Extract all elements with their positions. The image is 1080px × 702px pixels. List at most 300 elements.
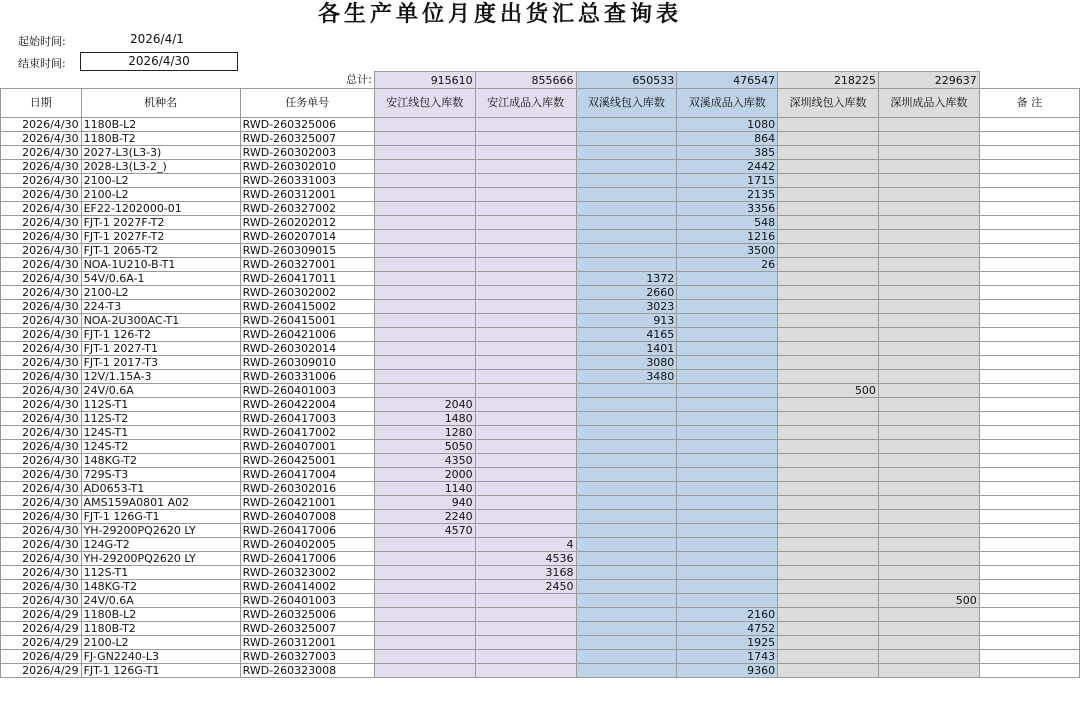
cell-shuangxi-pack[interactable] [576,650,677,664]
cell-shenzhen-product[interactable] [878,356,979,370]
cell-shuangxi-product[interactable]: 1080 [677,118,778,132]
cell-shuangxi-pack[interactable] [576,188,677,202]
cell-date[interactable]: 2026/4/30 [1,356,82,370]
cell-note[interactable] [979,440,1079,454]
cell-date[interactable]: 2026/4/30 [1,202,82,216]
cell-shuangxi-pack[interactable]: 3080 [576,356,677,370]
cell-shenzhen-product[interactable] [878,132,979,146]
cell-shuangxi-product[interactable]: 2442 [677,160,778,174]
cell-model[interactable]: 148KG-T2 [81,454,240,468]
cell-model[interactable]: EF22-1202000-01 [81,202,240,216]
cell-anjiang-product[interactable] [475,272,576,286]
cell-anjiang-pack[interactable] [374,174,475,188]
cell-anjiang-product[interactable] [475,230,576,244]
cell-shenzhen-pack[interactable] [778,286,879,300]
cell-anjiang-pack[interactable] [374,552,475,566]
cell-anjiang-pack[interactable] [374,300,475,314]
cell-task[interactable]: RWD-260407001 [240,440,374,454]
cell-shenzhen-pack[interactable] [778,202,879,216]
cell-shenzhen-pack[interactable] [778,454,879,468]
cell-anjiang-product[interactable] [475,440,576,454]
cell-shenzhen-product[interactable] [878,188,979,202]
cell-shenzhen-pack[interactable] [778,538,879,552]
cell-task[interactable]: RWD-260309010 [240,356,374,370]
cell-shenzhen-pack[interactable] [778,510,879,524]
cell-shenzhen-pack[interactable] [778,160,879,174]
cell-anjiang-product[interactable] [475,636,576,650]
cell-anjiang-product[interactable] [475,258,576,272]
cell-model[interactable]: 2100-L2 [81,286,240,300]
cell-shuangxi-pack[interactable] [576,496,677,510]
cell-date[interactable]: 2026/4/30 [1,216,82,230]
cell-note[interactable] [979,510,1079,524]
cell-date[interactable]: 2026/4/30 [1,510,82,524]
cell-date[interactable]: 2026/4/29 [1,608,82,622]
cell-note[interactable] [979,482,1079,496]
cell-anjiang-pack[interactable] [374,202,475,216]
cell-shenzhen-product[interactable] [878,258,979,272]
cell-anjiang-product[interactable] [475,132,576,146]
cell-note[interactable] [979,272,1079,286]
cell-shenzhen-product[interactable] [878,384,979,398]
cell-date[interactable]: 2026/4/30 [1,454,82,468]
cell-shenzhen-pack[interactable] [778,230,879,244]
cell-anjiang-pack[interactable]: 1280 [374,426,475,440]
cell-model[interactable]: 112S-T1 [81,398,240,412]
cell-model[interactable]: 54V/0.6A-1 [81,272,240,286]
cell-model[interactable]: 224-T3 [81,300,240,314]
cell-shuangxi-product[interactable] [677,482,778,496]
cell-shenzhen-pack[interactable] [778,300,879,314]
cell-anjiang-product[interactable] [475,314,576,328]
end-time-field[interactable] [80,52,238,71]
cell-task[interactable]: RWD-260312001 [240,636,374,650]
cell-date[interactable]: 2026/4/30 [1,118,82,132]
cell-task[interactable]: RWD-260401003 [240,384,374,398]
cell-anjiang-product[interactable]: 3168 [475,566,576,580]
cell-note[interactable] [979,636,1079,650]
cell-shenzhen-product[interactable] [878,146,979,160]
cell-date[interactable]: 2026/4/29 [1,664,82,678]
cell-note[interactable] [979,650,1079,664]
cell-shenzhen-product[interactable] [878,664,979,678]
cell-shuangxi-pack[interactable] [576,622,677,636]
cell-note[interactable] [979,468,1079,482]
cell-shuangxi-product[interactable] [677,440,778,454]
cell-shenzhen-product[interactable] [878,538,979,552]
cell-anjiang-product[interactable] [475,454,576,468]
cell-model[interactable]: AD0653-T1 [81,482,240,496]
cell-shenzhen-product[interactable] [878,286,979,300]
cell-shenzhen-product[interactable] [878,524,979,538]
cell-shuangxi-product[interactable] [677,454,778,468]
cell-shenzhen-pack[interactable] [778,258,879,272]
cell-task[interactable]: RWD-260417006 [240,524,374,538]
cell-task[interactable]: RWD-260327002 [240,202,374,216]
cell-task[interactable]: RWD-260422004 [240,398,374,412]
cell-date[interactable]: 2026/4/30 [1,272,82,286]
cell-anjiang-pack[interactable] [374,538,475,552]
cell-shenzhen-product[interactable] [878,482,979,496]
col-header-note[interactable]: 备 注 [979,89,1079,118]
cell-shuangxi-product[interactable]: 2160 [677,608,778,622]
cell-anjiang-pack[interactable]: 2040 [374,398,475,412]
cell-model[interactable]: NOA-1U210-B-T1 [81,258,240,272]
col-header-anjiang-product[interactable]: 安江成品入库数 [475,89,576,118]
cell-model[interactable]: FJT-1 2027-T1 [81,342,240,356]
cell-anjiang-pack[interactable] [374,286,475,300]
cell-anjiang-pack[interactable]: 1480 [374,412,475,426]
cell-shuangxi-product[interactable]: 9360 [677,664,778,678]
cell-shuangxi-product[interactable] [677,580,778,594]
cell-task[interactable]: RWD-260325006 [240,608,374,622]
cell-task[interactable]: RWD-260407008 [240,510,374,524]
cell-task[interactable]: RWD-260312001 [240,188,374,202]
cell-anjiang-pack[interactable] [374,328,475,342]
cell-note[interactable] [979,244,1079,258]
cell-note[interactable] [979,580,1079,594]
cell-shenzhen-pack[interactable] [778,356,879,370]
cell-note[interactable] [979,664,1079,678]
cell-shuangxi-product[interactable]: 1715 [677,174,778,188]
cell-model[interactable]: FJT-1 126-T2 [81,328,240,342]
cell-anjiang-pack[interactable] [374,384,475,398]
cell-shuangxi-pack[interactable]: 4165 [576,328,677,342]
cell-shuangxi-product[interactable] [677,552,778,566]
cell-shuangxi-pack[interactable] [576,398,677,412]
cell-task[interactable]: RWD-260421001 [240,496,374,510]
cell-shenzhen-product[interactable] [878,272,979,286]
cell-model[interactable]: 124G-T2 [81,538,240,552]
cell-anjiang-pack[interactable] [374,188,475,202]
cell-shenzhen-product[interactable] [878,244,979,258]
cell-task[interactable]: RWD-260325006 [240,118,374,132]
cell-anjiang-product[interactable] [475,328,576,342]
cell-model[interactable]: 124S-T1 [81,426,240,440]
cell-shuangxi-product[interactable] [677,510,778,524]
cell-note[interactable] [979,426,1079,440]
cell-shuangxi-pack[interactable] [576,608,677,622]
cell-shenzhen-pack[interactable] [778,118,879,132]
cell-note[interactable] [979,412,1079,426]
cell-shenzhen-product[interactable] [878,202,979,216]
cell-shuangxi-product[interactable] [677,496,778,510]
cell-shenzhen-product[interactable] [878,454,979,468]
cell-date[interactable]: 2026/4/30 [1,244,82,258]
cell-anjiang-product[interactable] [475,608,576,622]
cell-shenzhen-product[interactable] [878,566,979,580]
cell-shuangxi-pack[interactable] [576,524,677,538]
cell-note[interactable] [979,118,1079,132]
cell-shenzhen-product[interactable] [878,342,979,356]
cell-model[interactable]: FJT-1 2065-T2 [81,244,240,258]
cell-anjiang-product[interactable] [475,510,576,524]
cell-note[interactable] [979,328,1079,342]
cell-note[interactable] [979,230,1079,244]
cell-shuangxi-pack[interactable]: 1401 [576,342,677,356]
cell-shuangxi-product[interactable]: 548 [677,216,778,230]
cell-shuangxi-product[interactable] [677,342,778,356]
cell-date[interactable]: 2026/4/30 [1,412,82,426]
cell-model[interactable]: 1180B-L2 [81,118,240,132]
cell-model[interactable]: 148KG-T2 [81,580,240,594]
cell-shuangxi-product[interactable]: 1743 [677,650,778,664]
cell-shuangxi-product[interactable] [677,384,778,398]
cell-shuangxi-pack[interactable]: 1372 [576,272,677,286]
cell-shuangxi-pack[interactable] [576,146,677,160]
cell-anjiang-pack[interactable] [374,566,475,580]
cell-anjiang-product[interactable] [475,286,576,300]
cell-task[interactable]: RWD-260417006 [240,552,374,566]
cell-anjiang-pack[interactable] [374,258,475,272]
cell-shenzhen-product[interactable] [878,300,979,314]
cell-anjiang-product[interactable] [475,356,576,370]
cell-anjiang-product[interactable] [475,594,576,608]
cell-shenzhen-product[interactable] [878,608,979,622]
cell-model[interactable]: 24V/0.6A [81,384,240,398]
cell-shenzhen-pack[interactable] [778,328,879,342]
cell-anjiang-pack[interactable] [374,160,475,174]
cell-shuangxi-pack[interactable] [576,174,677,188]
cell-date[interactable]: 2026/4/30 [1,552,82,566]
cell-shuangxi-product[interactable] [677,426,778,440]
cell-anjiang-pack[interactable] [374,314,475,328]
cell-model[interactable]: 124S-T2 [81,440,240,454]
cell-note[interactable] [979,384,1079,398]
cell-model[interactable]: FJT-1 2027F-T2 [81,216,240,230]
cell-date[interactable]: 2026/4/30 [1,594,82,608]
cell-shenzhen-product[interactable] [878,636,979,650]
cell-shuangxi-product[interactable] [677,398,778,412]
cell-anjiang-pack[interactable] [374,594,475,608]
cell-note[interactable] [979,552,1079,566]
cell-anjiang-pack[interactable]: 940 [374,496,475,510]
cell-anjiang-pack[interactable] [374,146,475,160]
cell-shenzhen-pack[interactable] [778,580,879,594]
cell-date[interactable]: 2026/4/30 [1,314,82,328]
cell-anjiang-product[interactable] [475,622,576,636]
cell-anjiang-product[interactable]: 2450 [475,580,576,594]
cell-date[interactable]: 2026/4/29 [1,622,82,636]
cell-shuangxi-pack[interactable] [576,202,677,216]
cell-anjiang-pack[interactable] [374,272,475,286]
cell-shenzhen-pack[interactable] [778,398,879,412]
cell-shuangxi-pack[interactable] [576,580,677,594]
cell-note[interactable] [979,300,1079,314]
cell-task[interactable]: RWD-260401003 [240,594,374,608]
cell-note[interactable] [979,132,1079,146]
cell-shenzhen-product[interactable] [878,412,979,426]
cell-note[interactable] [979,398,1079,412]
cell-date[interactable]: 2026/4/30 [1,580,82,594]
cell-task[interactable]: RWD-260417003 [240,412,374,426]
cell-shuangxi-pack[interactable]: 3480 [576,370,677,384]
cell-shenzhen-pack[interactable] [778,594,879,608]
cell-model[interactable]: 2028-L3(L3-2_) [81,160,240,174]
cell-shuangxi-product[interactable] [677,328,778,342]
cell-shuangxi-pack[interactable] [576,566,677,580]
cell-shuangxi-pack[interactable] [576,636,677,650]
cell-anjiang-pack[interactable]: 4570 [374,524,475,538]
cell-anjiang-pack[interactable]: 2000 [374,468,475,482]
cell-anjiang-product[interactable] [475,188,576,202]
cell-task[interactable]: RWD-260415001 [240,314,374,328]
cell-shenzhen-pack[interactable] [778,566,879,580]
cell-shuangxi-product[interactable]: 2135 [677,188,778,202]
cell-task[interactable]: RWD-260323002 [240,566,374,580]
cell-task[interactable]: RWD-260302010 [240,160,374,174]
cell-shuangxi-product[interactable] [677,566,778,580]
cell-shenzhen-pack[interactable] [778,552,879,566]
cell-shenzhen-pack[interactable] [778,496,879,510]
cell-task[interactable]: RWD-260417004 [240,468,374,482]
cell-shuangxi-pack[interactable] [576,538,677,552]
cell-anjiang-pack[interactable] [374,230,475,244]
cell-model[interactable]: FJ-GN2240-L3 [81,650,240,664]
cell-model[interactable]: 1180B-T2 [81,132,240,146]
cell-model[interactable]: FJT-1 126G-T1 [81,664,240,678]
cell-shenzhen-pack[interactable] [778,426,879,440]
cell-note[interactable] [979,202,1079,216]
cell-shuangxi-pack[interactable] [576,440,677,454]
cell-shenzhen-pack[interactable] [778,482,879,496]
cell-anjiang-pack[interactable] [374,622,475,636]
cell-shenzhen-product[interactable] [878,230,979,244]
cell-anjiang-product[interactable] [475,370,576,384]
cell-anjiang-product[interactable] [475,524,576,538]
cell-shuangxi-product[interactable] [677,356,778,370]
cell-date[interactable]: 2026/4/30 [1,538,82,552]
col-header-date[interactable]: 日期 [1,89,82,118]
cell-shenzhen-pack[interactable] [778,342,879,356]
cell-anjiang-pack[interactable] [374,664,475,678]
cell-model[interactable]: 112S-T2 [81,412,240,426]
cell-task[interactable]: RWD-260325007 [240,622,374,636]
cell-shenzhen-pack[interactable] [778,244,879,258]
cell-anjiang-pack[interactable] [374,608,475,622]
cell-shuangxi-product[interactable]: 26 [677,258,778,272]
cell-date[interactable]: 2026/4/30 [1,496,82,510]
cell-note[interactable] [979,356,1079,370]
cell-shuangxi-product[interactable]: 3356 [677,202,778,216]
cell-shenzhen-pack[interactable] [778,370,879,384]
cell-note[interactable] [979,286,1079,300]
cell-shenzhen-pack[interactable] [778,622,879,636]
cell-note[interactable] [979,216,1079,230]
cell-task[interactable]: RWD-260417002 [240,426,374,440]
cell-date[interactable]: 2026/4/30 [1,328,82,342]
cell-date[interactable]: 2026/4/30 [1,566,82,580]
cell-shenzhen-product[interactable] [878,160,979,174]
cell-anjiang-product[interactable] [475,496,576,510]
cell-anjiang-product[interactable] [475,426,576,440]
cell-date[interactable]: 2026/4/29 [1,636,82,650]
cell-shuangxi-product[interactable]: 1925 [677,636,778,650]
cell-task[interactable]: RWD-260302016 [240,482,374,496]
cell-anjiang-pack[interactable]: 4350 [374,454,475,468]
cell-shuangxi-pack[interactable] [576,132,677,146]
cell-shenzhen-product[interactable] [878,174,979,188]
col-header-task[interactable]: 任务单号 [240,89,374,118]
cell-model[interactable]: YH-29200PQ2620 LY [81,524,240,538]
cell-task[interactable]: RWD-260425001 [240,454,374,468]
cell-model[interactable]: FJT-1 126G-T1 [81,510,240,524]
cell-shenzhen-pack[interactable] [778,272,879,286]
cell-anjiang-product[interactable] [475,244,576,258]
cell-note[interactable] [979,146,1079,160]
cell-shenzhen-pack[interactable] [778,174,879,188]
cell-shuangxi-pack[interactable] [576,426,677,440]
cell-shenzhen-pack[interactable] [778,468,879,482]
cell-shenzhen-product[interactable] [878,314,979,328]
cell-task[interactable]: RWD-260207014 [240,230,374,244]
cell-shuangxi-pack[interactable] [576,594,677,608]
cell-date[interactable]: 2026/4/30 [1,342,82,356]
cell-date[interactable]: 2026/4/30 [1,426,82,440]
cell-date[interactable]: 2026/4/30 [1,258,82,272]
col-header-model[interactable]: 机种名 [81,89,240,118]
cell-shuangxi-product[interactable] [677,314,778,328]
cell-anjiang-product[interactable] [475,174,576,188]
cell-shuangxi-product[interactable] [677,524,778,538]
cell-note[interactable] [979,622,1079,636]
cell-model[interactable]: 2100-L2 [81,636,240,650]
cell-date[interactable]: 2026/4/30 [1,286,82,300]
cell-task[interactable]: RWD-260415002 [240,300,374,314]
cell-anjiang-product[interactable] [475,398,576,412]
cell-shenzhen-product[interactable]: 500 [878,594,979,608]
cell-anjiang-product[interactable] [475,468,576,482]
cell-anjiang-pack[interactable]: 1140 [374,482,475,496]
cell-shenzhen-pack[interactable]: 500 [778,384,879,398]
cell-task[interactable]: RWD-260302002 [240,286,374,300]
cell-anjiang-pack[interactable] [374,244,475,258]
cell-shenzhen-pack[interactable] [778,636,879,650]
cell-shuangxi-pack[interactable] [576,454,677,468]
cell-task[interactable]: RWD-260331003 [240,174,374,188]
cell-shuangxi-product[interactable] [677,272,778,286]
cell-task[interactable]: RWD-260421006 [240,328,374,342]
cell-anjiang-pack[interactable]: 2240 [374,510,475,524]
cell-anjiang-pack[interactable] [374,580,475,594]
cell-anjiang-product[interactable] [475,650,576,664]
cell-model[interactable]: YH-29200PQ2620 LY [81,552,240,566]
cell-anjiang-pack[interactable] [374,216,475,230]
cell-model[interactable]: 1180B-T2 [81,622,240,636]
cell-note[interactable] [979,258,1079,272]
cell-model[interactable]: 729S-T3 [81,468,240,482]
cell-shenzhen-pack[interactable] [778,216,879,230]
cell-shuangxi-product[interactable]: 1216 [677,230,778,244]
cell-model[interactable]: NOA-2U300AC-T1 [81,314,240,328]
cell-note[interactable] [979,342,1079,356]
cell-shuangxi-pack[interactable] [576,468,677,482]
cell-shuangxi-pack[interactable] [576,552,677,566]
cell-anjiang-product[interactable] [475,160,576,174]
cell-task[interactable]: RWD-260325007 [240,132,374,146]
cell-anjiang-product[interactable] [475,412,576,426]
cell-anjiang-product[interactable] [475,202,576,216]
cell-shuangxi-pack[interactable]: 3023 [576,300,677,314]
cell-shuangxi-pack[interactable] [576,664,677,678]
cell-model[interactable]: AMS159A0801 A02 [81,496,240,510]
cell-note[interactable] [979,454,1079,468]
cell-date[interactable]: 2026/4/30 [1,230,82,244]
cell-anjiang-product[interactable] [475,146,576,160]
cell-anjiang-pack[interactable]: 5050 [374,440,475,454]
col-header-anjiang-pack[interactable]: 安江线包入库数 [374,89,475,118]
cell-shuangxi-product[interactable] [677,468,778,482]
